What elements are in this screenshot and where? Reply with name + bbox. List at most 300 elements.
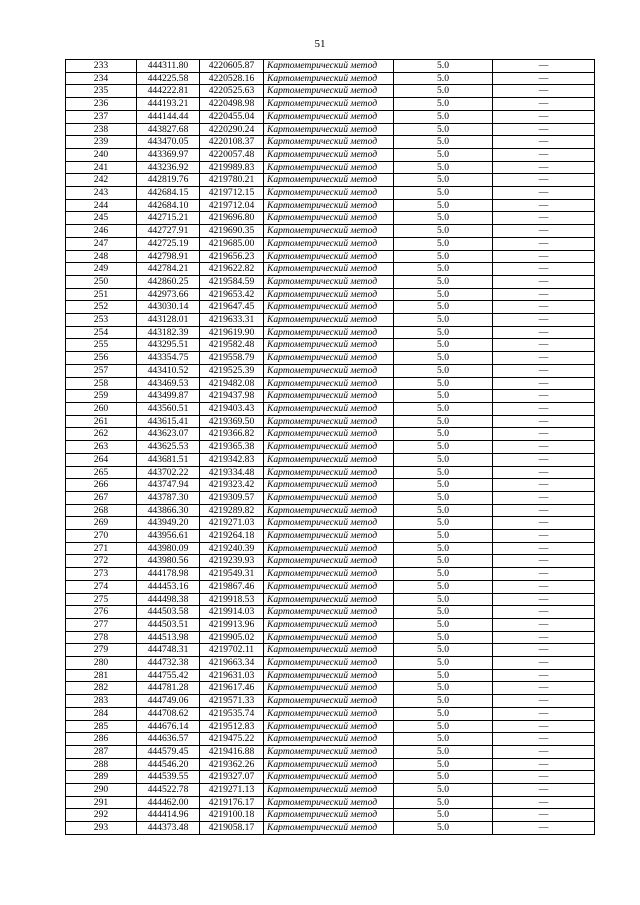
x-coordinate-cell: 444781.28 [137,682,200,695]
x-coordinate-cell: 443236.92 [137,161,200,174]
table-row [66,657,595,670]
y-coordinate-cell: 4219647.45 [200,301,264,314]
table-row [66,733,595,746]
method-cell: Картометрический метод [264,682,394,695]
x-coordinate-cell: 444636.57 [137,733,200,746]
y-coordinate-cell: 4219685.00 [200,237,264,250]
x-coordinate-cell: 443956.61 [137,530,200,543]
accuracy-cell: 5.0 [394,428,493,441]
note-cell: — [493,415,595,428]
x-coordinate-cell: 443030.14 [137,301,200,314]
y-coordinate-cell: 4219058.17 [200,822,264,835]
table-row [66,682,595,695]
y-coordinate-cell: 4219633.31 [200,314,264,327]
point-number-cell: 262 [66,428,137,441]
method-cell: Картометрический метод [264,745,394,758]
x-coordinate-cell: 444414.96 [137,809,200,822]
method-cell: Картометрический метод [264,314,394,327]
point-number-cell: 277 [66,618,137,631]
table-row [66,174,595,187]
note-cell: — [493,809,595,822]
method-cell: Картометрический метод [264,669,394,682]
note-cell: — [493,758,595,771]
y-coordinate-cell: 4219403.43 [200,402,264,415]
x-coordinate-cell: 443369.97 [137,148,200,161]
y-coordinate-cell: 4219271.13 [200,784,264,797]
accuracy-cell: 5.0 [394,453,493,466]
accuracy-cell: 5.0 [394,301,493,314]
point-number-cell: 250 [66,275,137,288]
point-number-cell: 276 [66,606,137,619]
method-cell: Картометрический метод [264,733,394,746]
y-coordinate-cell: 4219176.17 [200,796,264,809]
accuracy-cell: 5.0 [394,758,493,771]
table-row [66,402,595,415]
x-coordinate-cell: 444503.58 [137,606,200,619]
y-coordinate-cell: 4219239.93 [200,555,264,568]
y-coordinate-cell: 4219619.90 [200,326,264,339]
method-cell: Картометрический метод [264,136,394,149]
y-coordinate-cell: 4219712.15 [200,187,264,200]
accuracy-cell: 5.0 [394,644,493,657]
table-row [66,669,595,682]
x-coordinate-cell: 443410.52 [137,364,200,377]
x-coordinate-cell: 444676.14 [137,720,200,733]
accuracy-cell: 5.0 [394,148,493,161]
y-coordinate-cell: 4219289.82 [200,504,264,517]
point-number-cell: 261 [66,415,137,428]
point-number-cell: 268 [66,504,137,517]
accuracy-cell: 5.0 [394,390,493,403]
method-cell: Картометрический метод [264,148,394,161]
x-coordinate-cell: 444546.20 [137,758,200,771]
note-cell: — [493,326,595,339]
method-cell: Картометрический метод [264,415,394,428]
y-coordinate-cell: 4219690.35 [200,225,264,238]
table-row [66,453,595,466]
table-row [66,466,595,479]
method-cell: Картометрический метод [264,530,394,543]
note-cell: — [493,98,595,111]
method-cell: Картометрический метод [264,555,394,568]
accuracy-cell: 5.0 [394,199,493,212]
note-cell: — [493,491,595,504]
y-coordinate-cell: 4219631.03 [200,669,264,682]
method-cell: Картометрический метод [264,212,394,225]
y-coordinate-cell: 4219365.38 [200,441,264,454]
x-coordinate-cell: 444708.62 [137,707,200,720]
method-cell: Картометрический метод [264,60,394,73]
accuracy-cell: 5.0 [394,136,493,149]
point-number-cell: 263 [66,441,137,454]
accuracy-cell: 5.0 [394,98,493,111]
y-coordinate-cell: 4219271.03 [200,517,264,530]
accuracy-cell: 5.0 [394,110,493,123]
table-row [66,72,595,85]
point-number-cell: 244 [66,199,137,212]
x-coordinate-cell: 443560.51 [137,402,200,415]
x-coordinate-cell: 444193.21 [137,98,200,111]
y-coordinate-cell: 4219780.21 [200,174,264,187]
method-cell: Картометрический метод [264,174,394,187]
table-row [66,110,595,123]
x-coordinate-cell: 444311.80 [137,60,200,73]
table-row [66,644,595,657]
table-row [66,250,595,263]
method-cell: Картометрический метод [264,301,394,314]
y-coordinate-cell: 4219558.79 [200,352,264,365]
accuracy-cell: 5.0 [394,212,493,225]
accuracy-cell: 5.0 [394,695,493,708]
x-coordinate-cell: 444373.48 [137,822,200,835]
method-cell: Картометрический метод [264,326,394,339]
accuracy-cell: 5.0 [394,441,493,454]
x-coordinate-cell: 443625.53 [137,441,200,454]
x-coordinate-cell: 444225.58 [137,72,200,85]
x-coordinate-cell: 443615.41 [137,415,200,428]
point-number-cell: 270 [66,530,137,543]
point-number-cell: 273 [66,568,137,581]
note-cell: — [493,110,595,123]
x-coordinate-cell: 443980.09 [137,542,200,555]
note-cell: — [493,669,595,682]
x-coordinate-cell: 442973.66 [137,288,200,301]
x-coordinate-cell: 442784.21 [137,263,200,276]
note-cell: — [493,314,595,327]
y-coordinate-cell: 4220525.63 [200,85,264,98]
page-number: 51 [314,38,326,50]
note-cell: — [493,174,595,187]
y-coordinate-cell: 4219362.26 [200,758,264,771]
method-cell: Картометрический метод [264,517,394,530]
method-cell: Картометрический метод [264,593,394,606]
point-number-cell: 282 [66,682,137,695]
x-coordinate-cell: 444732.38 [137,657,200,670]
note-cell: — [493,568,595,581]
point-number-cell: 254 [66,326,137,339]
table-row [66,745,595,758]
method-cell: Картометрический метод [264,441,394,454]
note-cell: — [493,148,595,161]
table-row [66,161,595,174]
point-number-cell: 253 [66,314,137,327]
note-cell: — [493,199,595,212]
method-cell: Картометрический метод [264,631,394,644]
point-number-cell: 283 [66,695,137,708]
y-coordinate-cell: 4219663.34 [200,657,264,670]
point-number-cell: 243 [66,187,137,200]
x-coordinate-cell: 442819.76 [137,174,200,187]
y-coordinate-cell: 4219512.83 [200,720,264,733]
method-cell: Картометрический метод [264,771,394,784]
accuracy-cell: 5.0 [394,580,493,593]
note-cell: — [493,352,595,365]
point-number-cell: 248 [66,250,137,263]
table-row [66,695,595,708]
x-coordinate-cell: 442684.10 [137,199,200,212]
x-coordinate-cell: 442860.25 [137,275,200,288]
x-coordinate-cell: 442684.15 [137,187,200,200]
accuracy-cell: 5.0 [394,796,493,809]
x-coordinate-cell: 443787.30 [137,491,200,504]
accuracy-cell: 5.0 [394,339,493,352]
point-number-cell: 234 [66,72,137,85]
accuracy-cell: 5.0 [394,745,493,758]
point-number-cell: 292 [66,809,137,822]
x-coordinate-cell: 444222.81 [137,85,200,98]
note-cell: — [493,555,595,568]
accuracy-cell: 5.0 [394,504,493,517]
y-coordinate-cell: 4219702.11 [200,644,264,657]
table-row [66,314,595,327]
table-row [66,606,595,619]
table-row [66,415,595,428]
y-coordinate-cell: 4220528.16 [200,72,264,85]
y-coordinate-cell: 4219240.39 [200,542,264,555]
point-number-cell: 255 [66,339,137,352]
table-row [66,593,595,606]
accuracy-cell: 5.0 [394,530,493,543]
note-cell: — [493,161,595,174]
method-cell: Картометрический метод [264,402,394,415]
table-row [66,301,595,314]
point-number-cell: 267 [66,491,137,504]
point-number-cell: 266 [66,479,137,492]
accuracy-cell: 5.0 [394,326,493,339]
point-number-cell: 284 [66,707,137,720]
note-cell: — [493,60,595,73]
method-cell: Картометрический метод [264,377,394,390]
table-row [66,707,595,720]
x-coordinate-cell: 443128.01 [137,314,200,327]
x-coordinate-cell: 443623.07 [137,428,200,441]
y-coordinate-cell: 4219475.22 [200,733,264,746]
table-row [66,491,595,504]
x-coordinate-cell: 442725.19 [137,237,200,250]
method-cell: Картометрический метод [264,72,394,85]
table-row [66,771,595,784]
x-coordinate-cell: 443354.75 [137,352,200,365]
point-number-cell: 251 [66,288,137,301]
method-cell: Картометрический метод [264,237,394,250]
y-coordinate-cell: 4220498.98 [200,98,264,111]
y-coordinate-cell: 4219696.80 [200,212,264,225]
note-cell: — [493,225,595,238]
point-number-cell: 285 [66,720,137,733]
accuracy-cell: 5.0 [394,161,493,174]
method-cell: Картометрический метод [264,250,394,263]
method-cell: Картометрический метод [264,758,394,771]
point-number-cell: 281 [66,669,137,682]
table-row [66,580,595,593]
accuracy-cell: 5.0 [394,60,493,73]
table-row [66,98,595,111]
table-row [66,504,595,517]
y-coordinate-cell: 4219905.02 [200,631,264,644]
accuracy-cell: 5.0 [394,822,493,835]
point-number-cell: 274 [66,580,137,593]
table-row [66,568,595,581]
accuracy-cell: 5.0 [394,174,493,187]
method-cell: Картометрический метод [264,580,394,593]
method-cell: Картометрический метод [264,644,394,657]
y-coordinate-cell: 4220057.48 [200,148,264,161]
table-row [66,479,595,492]
x-coordinate-cell: 443295.51 [137,339,200,352]
note-cell: — [493,250,595,263]
accuracy-cell: 5.0 [394,466,493,479]
table-row [66,555,595,568]
point-number-cell: 271 [66,542,137,555]
note-cell: — [493,364,595,377]
table-row [66,339,595,352]
x-coordinate-cell: 444144.44 [137,110,200,123]
method-cell: Картометрический метод [264,542,394,555]
table-row [66,275,595,288]
accuracy-cell: 5.0 [394,593,493,606]
x-coordinate-cell: 444749.06 [137,695,200,708]
point-number-cell: 280 [66,657,137,670]
accuracy-cell: 5.0 [394,275,493,288]
table-row [66,441,595,454]
method-cell: Картометрический метод [264,339,394,352]
note-cell: — [493,453,595,466]
note-cell: — [493,339,595,352]
y-coordinate-cell: 4219342.83 [200,453,264,466]
method-cell: Картометрический метод [264,796,394,809]
table-row [66,631,595,644]
y-coordinate-cell: 4219437.98 [200,390,264,403]
y-coordinate-cell: 4219323.42 [200,479,264,492]
table-row [66,352,595,365]
accuracy-cell: 5.0 [394,352,493,365]
table-row [66,187,595,200]
accuracy-cell: 5.0 [394,618,493,631]
x-coordinate-cell: 443702.22 [137,466,200,479]
table-row [66,784,595,797]
x-coordinate-cell: 443499.87 [137,390,200,403]
y-coordinate-cell: 4219712.04 [200,199,264,212]
table-row [66,199,595,212]
accuracy-cell: 5.0 [394,631,493,644]
point-number-cell: 272 [66,555,137,568]
point-number-cell: 279 [66,644,137,657]
x-coordinate-cell: 443182.39 [137,326,200,339]
point-number-cell: 264 [66,453,137,466]
point-number-cell: 247 [66,237,137,250]
accuracy-cell: 5.0 [394,720,493,733]
coordinates-table [65,59,595,835]
y-coordinate-cell: 4219525.39 [200,364,264,377]
accuracy-cell: 5.0 [394,491,493,504]
accuracy-cell: 5.0 [394,606,493,619]
y-coordinate-cell: 4219918.53 [200,593,264,606]
table-row [66,263,595,276]
method-cell: Картометрический метод [264,123,394,136]
y-coordinate-cell: 4219369.50 [200,415,264,428]
y-coordinate-cell: 4220455.04 [200,110,264,123]
y-coordinate-cell: 4219989.83 [200,161,264,174]
x-coordinate-cell: 444522.78 [137,784,200,797]
table-row [66,85,595,98]
accuracy-cell: 5.0 [394,415,493,428]
note-cell: — [493,733,595,746]
accuracy-cell: 5.0 [394,707,493,720]
method-cell: Картометрический метод [264,453,394,466]
method-cell: Картометрический метод [264,695,394,708]
point-number-cell: 240 [66,148,137,161]
accuracy-cell: 5.0 [394,402,493,415]
y-coordinate-cell: 4219617.46 [200,682,264,695]
point-number-cell: 278 [66,631,137,644]
method-cell: Картометрический метод [264,364,394,377]
y-coordinate-cell: 4219653.42 [200,288,264,301]
x-coordinate-cell: 443681.51 [137,453,200,466]
y-coordinate-cell: 4219867.46 [200,580,264,593]
point-number-cell: 241 [66,161,137,174]
note-cell: — [493,542,595,555]
table-row [66,618,595,631]
method-cell: Картометрический метод [264,479,394,492]
accuracy-cell: 5.0 [394,568,493,581]
x-coordinate-cell: 442727.91 [137,225,200,238]
accuracy-cell: 5.0 [394,314,493,327]
note-cell: — [493,644,595,657]
method-cell: Картометрический метод [264,98,394,111]
x-coordinate-cell: 444579.45 [137,745,200,758]
method-cell: Картометрический метод [264,390,394,403]
note-cell: — [493,377,595,390]
table-row [66,364,595,377]
table-row [66,796,595,809]
method-cell: Картометрический метод [264,85,394,98]
y-coordinate-cell: 4219549.31 [200,568,264,581]
point-number-cell: 239 [66,136,137,149]
method-cell: Картометрический метод [264,618,394,631]
accuracy-cell: 5.0 [394,237,493,250]
method-cell: Картометрический метод [264,161,394,174]
y-coordinate-cell: 4220108.37 [200,136,264,149]
method-cell: Картометрический метод [264,352,394,365]
x-coordinate-cell: 444498.38 [137,593,200,606]
note-cell: — [493,606,595,619]
note-cell: — [493,390,595,403]
x-coordinate-cell: 443470.05 [137,136,200,149]
accuracy-cell: 5.0 [394,682,493,695]
note-cell: — [493,123,595,136]
x-coordinate-cell: 444748.31 [137,644,200,657]
method-cell: Картометрический метод [264,275,394,288]
y-coordinate-cell: 4219416.88 [200,745,264,758]
y-coordinate-cell: 4219582.48 [200,339,264,352]
accuracy-cell: 5.0 [394,250,493,263]
method-cell: Картометрический метод [264,466,394,479]
method-cell: Картометрический метод [264,822,394,835]
point-number-cell: 293 [66,822,137,835]
note-cell: — [493,85,595,98]
method-cell: Картометрический метод [264,491,394,504]
accuracy-cell: 5.0 [394,657,493,670]
point-number-cell: 260 [66,402,137,415]
note-cell: — [493,720,595,733]
note-cell: — [493,657,595,670]
note-cell: — [493,618,595,631]
table-row [66,758,595,771]
table-body [66,60,595,835]
x-coordinate-cell: 443747.94 [137,479,200,492]
note-cell: — [493,580,595,593]
x-coordinate-cell: 444513.98 [137,631,200,644]
